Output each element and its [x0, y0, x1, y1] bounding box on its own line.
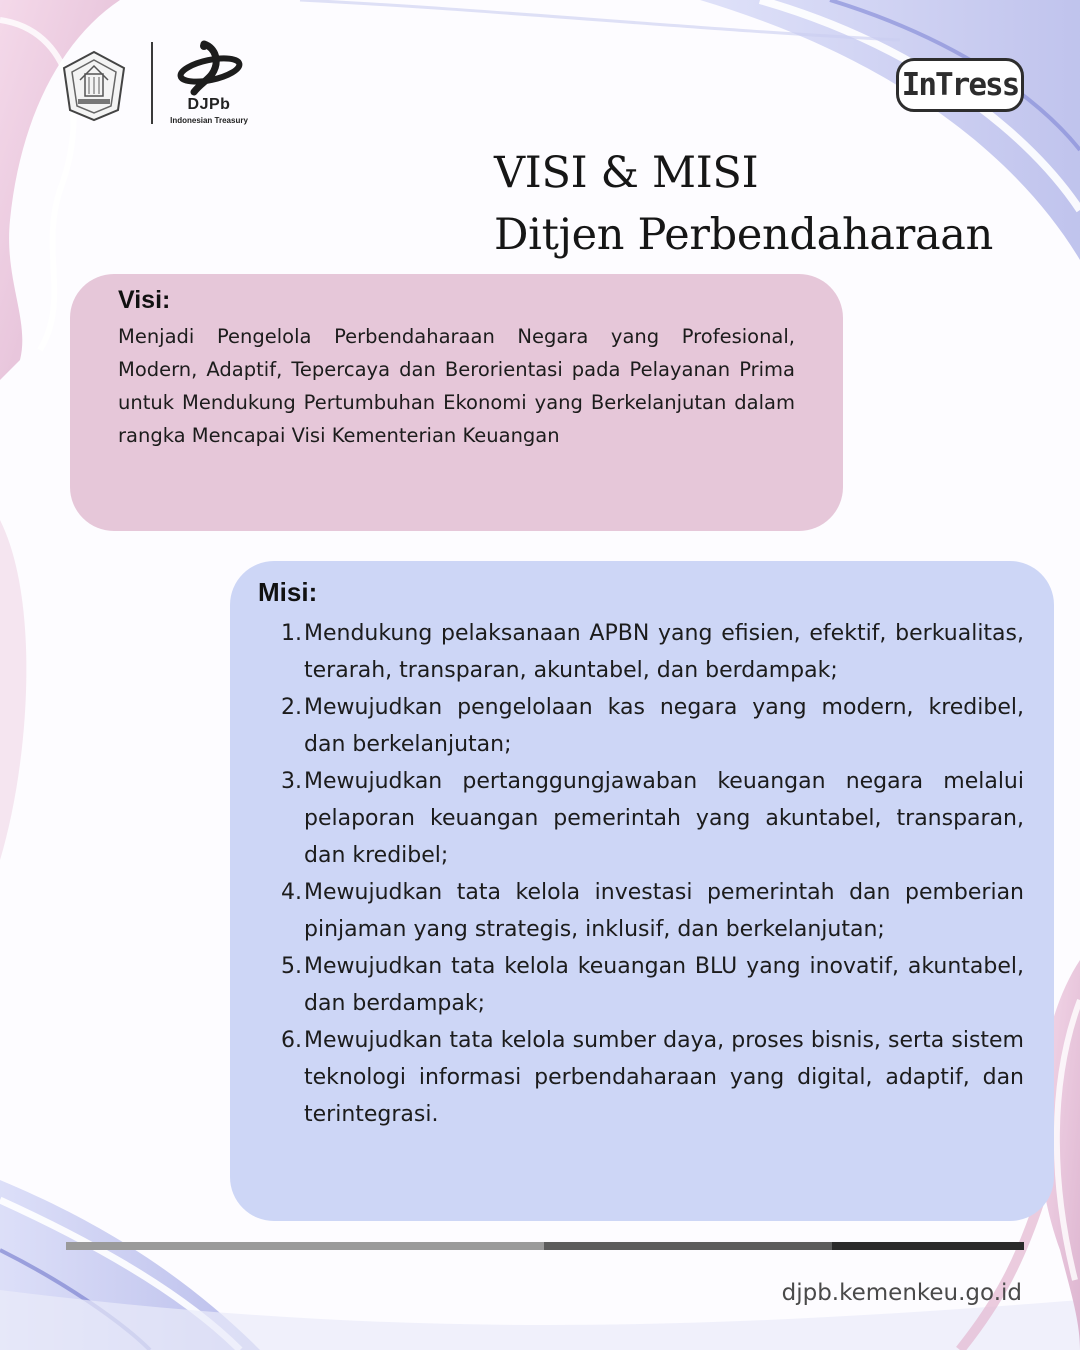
misi-item: [274, 763, 1024, 874]
djpb-logo-tagline: Indonesian Treasury: [170, 116, 248, 125]
misi-item-number: 6.: [281, 1028, 302, 1053]
visi-label: Visi:: [118, 286, 171, 314]
page-title: [494, 142, 993, 266]
intress-logo-text: InTress: [901, 67, 1019, 103]
kemenkeu-emblem-logo: [58, 50, 130, 122]
misi-item-number: 3.: [281, 769, 302, 794]
misi-item-text: Mendukung pelaksanaan APBN yang efisien, efektif, berkualitas, terarah, transparan, akuntabel, dan berdampak;: [304, 621, 1024, 683]
misi-item: [274, 874, 1024, 948]
footer-bar-segment-light: [66, 1242, 544, 1250]
visi-text: Menjadi Pengelola Perbendaharaan Negara yang Profesional, Modern, Adaptif, Tepercaya dan Berorientasi pada Pelayanan Prima untuk Mendukung Pertumbuhan Ekonomi yang Berkelanjutan dalam rangka Mencapai Visi Kementerian Keuangan: [118, 325, 795, 447]
footer-website-link[interactable]: djpb.kemenkeu.go.id: [781, 1280, 1022, 1306]
misi-item: [274, 948, 1024, 1022]
intress-logo: [896, 58, 1024, 112]
visi-card: [70, 274, 843, 531]
misi-label: Misi:: [258, 577, 318, 607]
djpb-swoosh-icon: [174, 40, 244, 96]
misi-item-text: Mewujudkan tata kelola keuangan BLU yang inovatif, akuntabel, dan berdampak;: [304, 954, 1024, 1016]
misi-card: [230, 561, 1054, 1221]
title-line-1: VISI & MISI: [494, 148, 759, 198]
logo-divider: [151, 42, 153, 124]
footer-bar-segment-dark: [832, 1242, 1024, 1250]
footer-divider-bar: [66, 1242, 1024, 1250]
misi-item-text: Mewujudkan pengelolaan kas negara yang modern, kredibel, dan berkelanjutan;: [304, 695, 1024, 757]
misi-item-text: Mewujudkan pertanggungjawaban keuangan negara melalui pelaporan keuangan pemerintah yang akuntabel, transparan, dan kredibel;: [304, 769, 1024, 868]
misi-item-number: 1.: [281, 621, 302, 646]
misi-item-number: 4.: [281, 880, 302, 905]
misi-item-number: 2.: [281, 695, 302, 720]
misi-list: [274, 615, 1024, 1133]
misi-item-text: Mewujudkan tata kelola sumber daya, proses bisnis, serta sistem teknologi informasi perbendaharaan yang digital, adaptif, dan terintegrasi.: [304, 1028, 1024, 1127]
djpb-logo-name: DJPb: [187, 96, 231, 113]
misi-item-number: 5.: [281, 954, 302, 979]
title-line-2: Ditjen Perbendaharaan: [494, 210, 994, 260]
djpb-logo: [168, 40, 252, 128]
misi-item: [274, 1022, 1024, 1133]
misi-item-text: Mewujudkan tata kelola investasi pemerintah dan pemberian pinjaman yang strategis, inklusif, dan berkelanjutan;: [304, 880, 1024, 942]
misi-item: [274, 689, 1024, 763]
misi-item: [274, 615, 1024, 689]
footer-bar-segment-mid: [544, 1242, 832, 1250]
